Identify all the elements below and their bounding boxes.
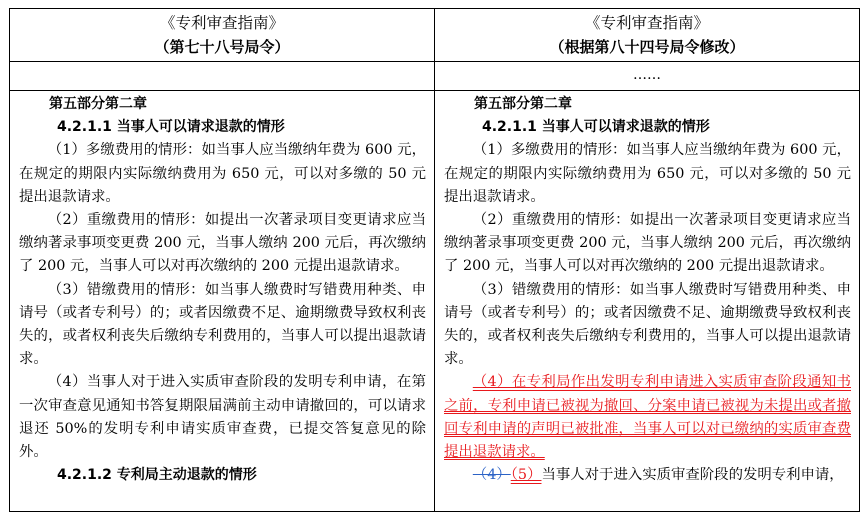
ellipsis-text: …… <box>633 67 661 83</box>
right-paragraph-5-text: 当事人对于进入实质审查阶段的发明专利申请， <box>541 467 844 484</box>
left-header-cell <box>10 9 435 62</box>
deleted-item-number: （4） <box>472 467 511 484</box>
left-header-subtitle: （第七十八号局令） <box>154 38 290 56</box>
right-paragraph-1: （1）多缴费用的情形：如当事人应当缴纳年费为 600 元，在规定的期限内实际缴纳费用为 650 元，可以对多缴的 50 元提出退款请求。 <box>444 142 851 205</box>
right-paragraph-5 <box>444 464 851 487</box>
right-body-cell <box>435 91 860 512</box>
left-paragraph-1: （1）多缴费用的情形：如当事人应当缴纳年费为 600 元，在规定的期限内实际缴纳费用为 650 元，可以对多缴的 50 元提出退款请求。 <box>19 142 426 205</box>
right-ellipsis-cell <box>435 62 860 91</box>
right-chapter-heading: 第五部分第二章 <box>474 96 572 112</box>
right-paragraph-2: （2）重缴费用的情形：如提出一次著录项目变更请求应当缴纳著录事项变更费 200 元，当事人缴纳 200 元后，再次缴纳了 200 元，当事人可以对再次缴纳的 200 元提出退款请求。 <box>444 212 851 275</box>
left-paragraph-3: （3）错缴费用的情形：如当事人缴费时写错费用种类、申请号（或者专利号）的；或者因缴费不足、逾期缴费导致权利丧失的，或者权利丧失后缴纳专利费用的，当事人可以提出退款请求。 <box>19 281 426 368</box>
left-paragraph-2: （2）重缴费用的情形：如提出一次著录项目变更请求应当缴纳著录事项变更费 200 元，当事人缴纳 200 元后，再次缴纳了 200 元，当事人可以对再次缴纳的 200 元提出退款请求。 <box>19 212 426 275</box>
inserted-item-number: （5） <box>510 467 542 484</box>
left-section-4211-heading: 4.2.1.1 当事人可以请求退款的情形 <box>57 119 285 136</box>
comparison-table <box>9 8 860 512</box>
right-paragraph-3: （3）错缴费用的情形：如当事人缴费时写错费用种类、申请号（或者专利号）的；或者因缴费不足、逾期缴费导致权利丧失的，或者权利丧失后缴纳专利费用的，当事人可以提出退款请求。 <box>444 281 851 368</box>
left-body-cell <box>10 91 435 512</box>
right-header-title: 《专利审查指南》 <box>584 14 709 32</box>
left-paragraph-4: （4）当事人对于进入实质审查阶段的发明专利申请，在第一次审查意见通知书答复期限届满前主动申请撤回的，可以请求退还 50%的发明专利申请实质审查费，已提交答复意见的除外。 <box>19 374 426 461</box>
right-section-4211-heading: 4.2.1.1 当事人可以请求退款的情形 <box>482 119 710 136</box>
right-header-cell <box>435 9 860 62</box>
left-chapter-heading: 第五部分第二章 <box>49 96 147 112</box>
left-header-title: 《专利审查指南》 <box>159 14 284 32</box>
left-empty-cell <box>10 62 435 91</box>
right-paragraph-4-inserted: （4）在专利局作出发明专利申请进入实质审查阶段通知书之前，专利申请已被视为撤回、分案申请已被视为未提出或者撤回专利申请的声明已被批准，当事人可以对已缴纳的实质审查费提出退款请求。 <box>444 374 851 461</box>
left-section-4212-heading: 4.2.1.2 专利局主动退款的情形 <box>57 467 257 484</box>
right-header-subtitle: （根据第八十四号局令修改） <box>549 38 745 56</box>
